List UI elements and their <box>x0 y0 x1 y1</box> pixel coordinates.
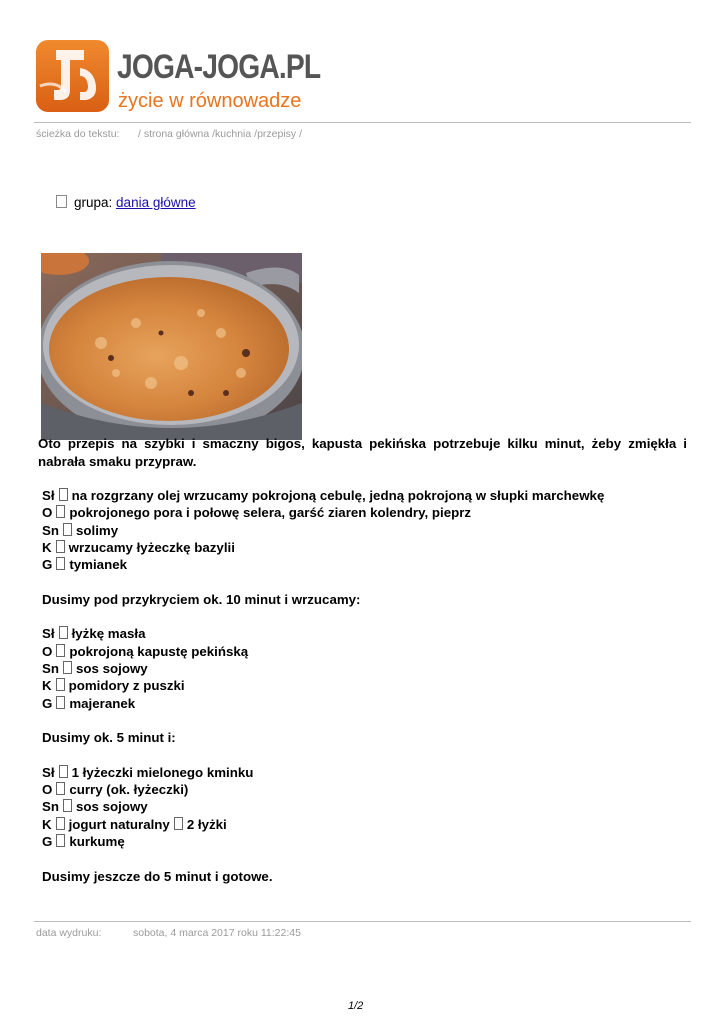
step-line <box>42 625 682 642</box>
element-code: O <box>42 505 53 521</box>
step-text: kurkumę <box>69 833 125 849</box>
step-text: curry (ok. łyżeczki) <box>69 782 189 798</box>
instruction: Dusimy ok. 5 minut i: <box>42 730 176 746</box>
separator-icon <box>63 661 72 674</box>
step-text: łyżkę masła <box>71 626 146 642</box>
logo-mark-icon <box>36 40 109 112</box>
element-code: Sn <box>42 522 59 538</box>
separator-icon <box>56 817 65 830</box>
step-line <box>42 764 682 781</box>
element-code: O <box>42 643 53 659</box>
path-label: ścieżka do tekstu: <box>36 128 120 140</box>
step-text: pomidory z puszki <box>68 678 185 694</box>
separator-icon <box>174 817 183 830</box>
bullet-icon <box>56 195 67 208</box>
breadcrumb: / strona główna /kuchnia /przepisy / <box>138 128 303 140</box>
group-label: grupa: <box>74 195 113 210</box>
element-code: Sn <box>42 660 59 676</box>
separator-icon <box>59 488 68 501</box>
step-line <box>42 660 682 677</box>
step-line <box>42 816 682 833</box>
element-code: Sł <box>42 626 55 642</box>
element-code: O <box>42 782 53 798</box>
site-logo[interactable] <box>36 40 326 114</box>
separator-icon <box>59 626 68 639</box>
separator-icon <box>63 523 72 536</box>
step-text: 1 łyżeczki mielonego kminku <box>71 764 254 780</box>
step-line <box>42 781 682 798</box>
element-code: Sł <box>42 488 55 503</box>
separator-icon <box>56 834 65 847</box>
recipe-steps <box>42 487 682 885</box>
element-code: K <box>42 539 52 555</box>
element-code: G <box>42 695 53 711</box>
separator-icon <box>63 799 72 812</box>
step-line <box>42 556 682 573</box>
page-number: 1/2 <box>348 1000 364 1012</box>
step-text: sos sojowy <box>76 660 148 676</box>
step-text: na rozgrzany olej wrzucamy pokrojoną cebulę, jedną pokrojoną w słupki marchewkę <box>71 488 605 503</box>
separator-icon <box>59 765 68 778</box>
step-text: jogurt naturalny <box>68 816 170 832</box>
step-line <box>42 695 682 712</box>
recipe-photo <box>41 253 302 440</box>
header-divider <box>34 122 691 123</box>
print-date: sobota, 4 marca 2017 roku 11:22:45 <box>133 927 301 939</box>
separator-icon <box>56 782 65 795</box>
separator-icon <box>56 644 65 657</box>
step-text: pokrojonego pora i połowę selera, garść ziaren kolendry, pieprz <box>69 505 472 521</box>
step-line <box>42 504 682 521</box>
separator-icon <box>56 696 65 709</box>
step-text: majeranek <box>69 695 136 711</box>
brand-name: JOGA-JOGA.PL <box>117 48 321 86</box>
element-code: K <box>42 816 52 832</box>
element-code: G <box>42 833 53 849</box>
recipe-intro: Oto przepis na szybki i smaczny bigos, kapusta pekińska potrzebuje kilku minut, żeby zmiękła i nabrała smaku przypraw. <box>38 436 687 469</box>
group-link[interactable]: dania główne <box>116 195 196 210</box>
step-text: tymianek <box>69 557 127 573</box>
step-line <box>42 539 682 556</box>
step-line <box>42 522 682 539</box>
separator-icon <box>56 540 65 553</box>
element-code: Sn <box>42 799 59 815</box>
step-text-extra: 2 łyżki <box>186 816 227 832</box>
step-line <box>42 677 682 694</box>
brand-tagline: życie w równowadze <box>118 90 302 112</box>
step-text: wrzucamy łyżeczkę bazylii <box>68 539 235 555</box>
step-text: solimy <box>76 522 119 538</box>
separator-icon <box>56 505 65 518</box>
step-text: sos sojowy <box>76 799 148 815</box>
print-label: data wydruku: <box>36 927 102 939</box>
separator-icon <box>56 557 65 570</box>
element-code: K <box>42 678 52 694</box>
recipe-group <box>56 195 196 210</box>
instruction: Dusimy pod przykryciem ok. 10 minut i wrzucamy: <box>42 591 361 607</box>
step-line <box>42 798 682 815</box>
closing-line: Dusimy jeszcze do 5 minut i gotowe. <box>42 868 273 884</box>
element-code: G <box>42 557 53 573</box>
step-line <box>42 833 682 850</box>
step-line <box>42 487 682 504</box>
separator-icon <box>56 678 65 691</box>
element-code: Sł <box>42 764 55 780</box>
step-line <box>42 643 682 660</box>
footer-divider <box>34 921 691 922</box>
step-text: pokrojoną kapustę pekińską <box>69 643 249 659</box>
